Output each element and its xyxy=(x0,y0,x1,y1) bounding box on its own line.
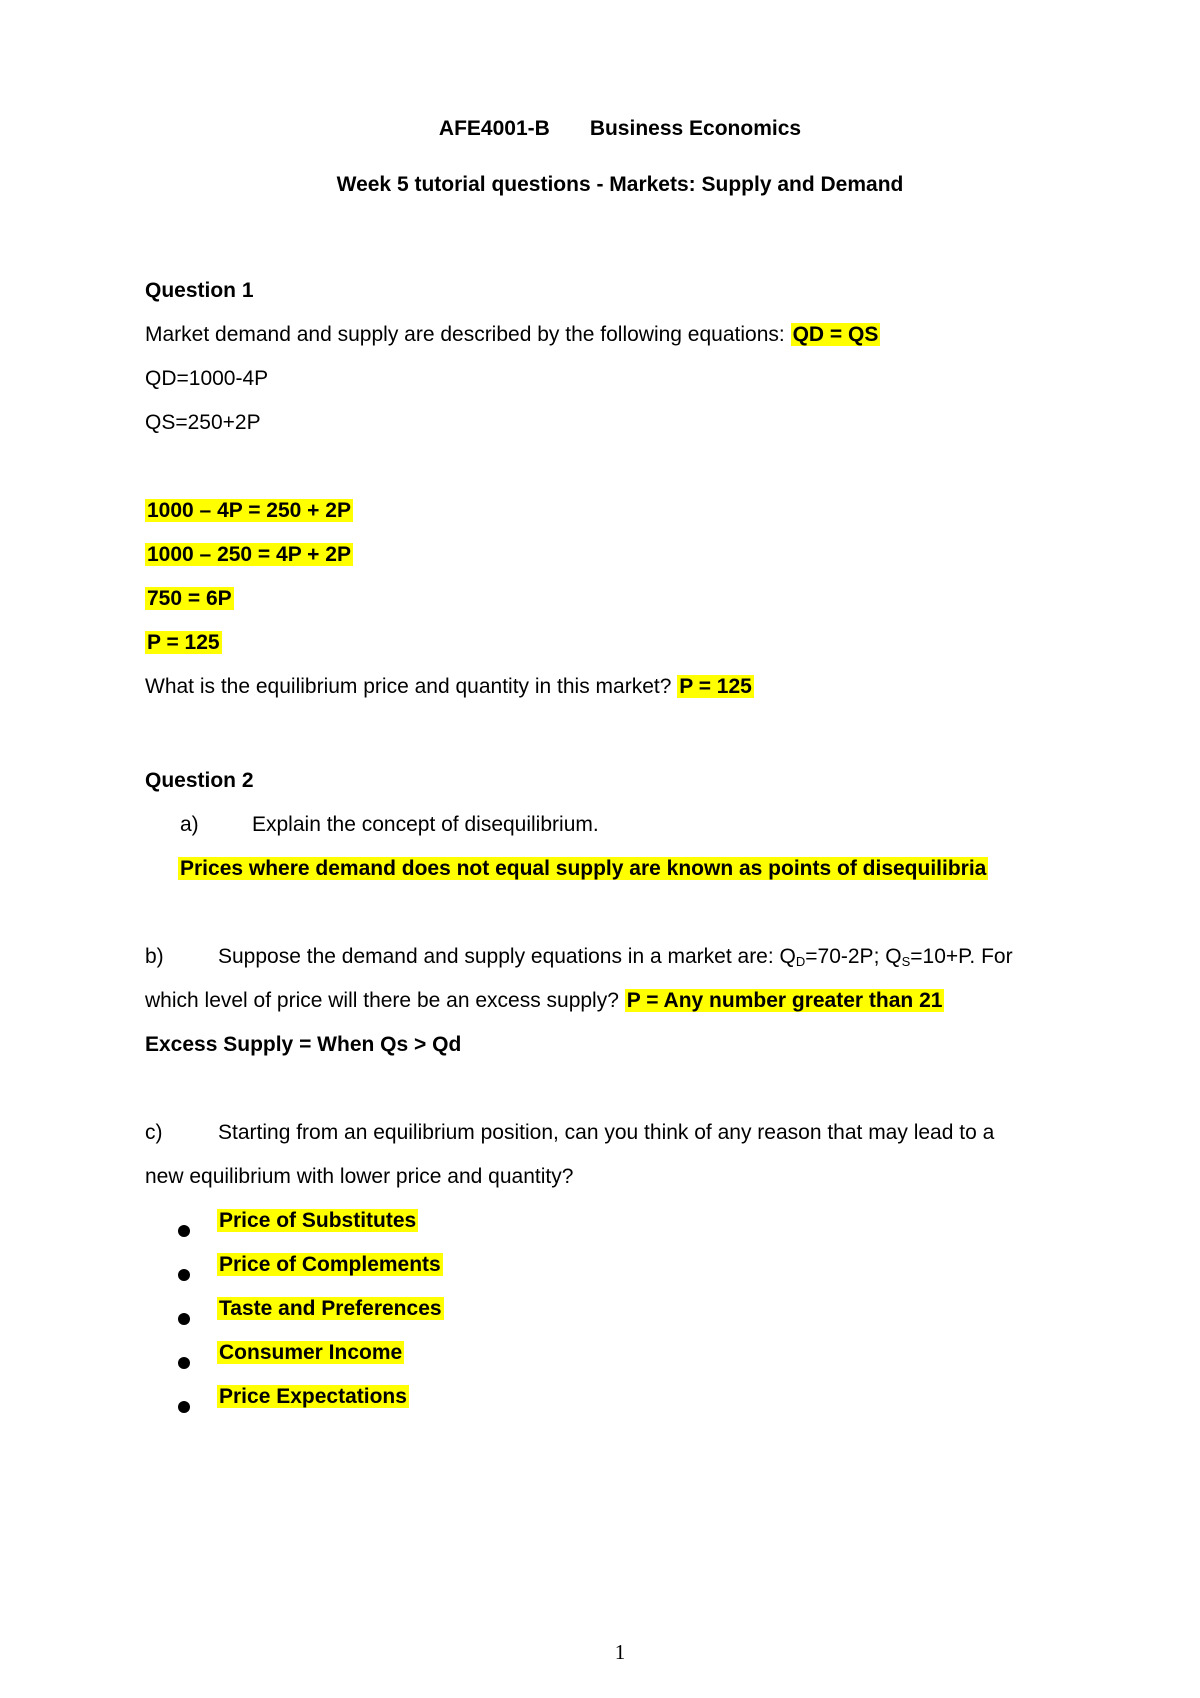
list-item: Consumer Income xyxy=(219,1341,403,1364)
question-2c: c) Starting from an equilibrium position, can you think of any reason that may lead to a xyxy=(145,1118,994,1148)
question-2b-line2: which level of price will there be an excess supply? P = Any number greater than 21 xyxy=(145,989,943,1012)
solution-step-3: 750 = 6P xyxy=(147,587,232,610)
supply-equation: QS=250+2P xyxy=(145,411,261,434)
question-2c-line2: new equilibrium with lower price and quantity? xyxy=(145,1165,574,1188)
question-2a-text: Explain the concept of disequilibrium. xyxy=(252,813,599,836)
document-subtitle: Week 5 tutorial questions - Markets: Supply and Demand xyxy=(336,173,904,196)
question-2-heading: Question 2 xyxy=(145,769,254,792)
question-1-question xyxy=(145,672,754,702)
list-item: Price of Substitutes xyxy=(219,1209,417,1232)
bullet-icon xyxy=(178,1225,190,1237)
question-2a-label: a) xyxy=(180,813,199,836)
course-code: AFE4001-B xyxy=(438,117,550,140)
solution-step-4: P = 125 xyxy=(147,631,220,654)
question-1-intro xyxy=(145,320,880,350)
question-2c-label: c) xyxy=(145,1121,163,1144)
question-1-answer: P = 125 xyxy=(679,675,752,698)
question-1-question-text: What is the equilibrium price and quantity in this market? xyxy=(145,675,678,698)
solution-step-2: 1000 – 250 = 4P + 2P xyxy=(147,543,351,566)
question-2b-answer: P = Any number greater than 21 xyxy=(626,989,943,1012)
solution-step-1: 1000 – 4P = 250 + 2P xyxy=(147,499,351,522)
question-1-heading: Question 1 xyxy=(145,279,254,302)
question-2b-label: b) xyxy=(145,945,164,968)
demand-equation: QD=1000-4P xyxy=(145,367,269,390)
bullet-icon xyxy=(178,1401,190,1413)
bullet-icon xyxy=(178,1313,190,1325)
document-title xyxy=(0,114,1200,144)
course-name: Business Economics xyxy=(589,117,802,140)
page-number: 1 xyxy=(614,1640,626,1664)
question-2a-answer: Prices where demand does not equal supply are known as points of disequilibria xyxy=(180,857,987,880)
question-2b-note: Excess Supply = When Qs > Qd xyxy=(145,1033,462,1056)
question-1-intro-answer: QD = QS xyxy=(792,323,879,346)
list-item: Price of Complements xyxy=(219,1253,441,1276)
bullet-icon xyxy=(178,1269,190,1281)
bullet-icon xyxy=(178,1357,190,1369)
question-2b: b) Suppose the demand and supply equations in a market are: $Q_D=70-2P$; $Q_S=10+P$. For xyxy=(145,942,1013,977)
list-item: Taste and Preferences xyxy=(219,1297,442,1320)
list-item: Price Expectations xyxy=(219,1385,407,1408)
question-2a xyxy=(180,810,599,840)
question-1-intro-text: Market demand and supply are described by the following equations: xyxy=(145,323,791,346)
